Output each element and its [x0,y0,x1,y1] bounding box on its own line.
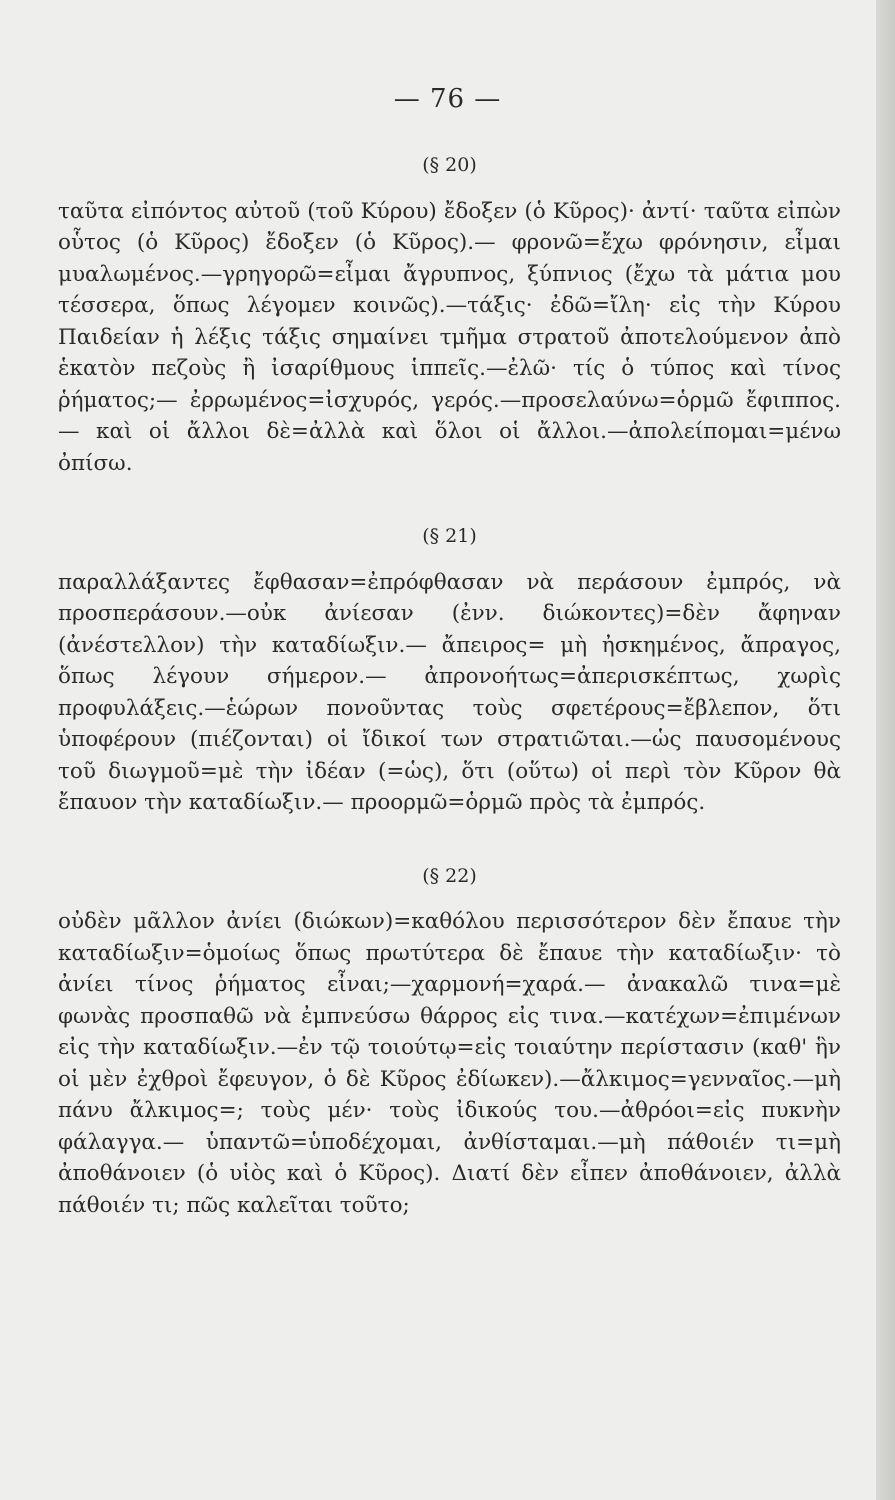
section-21 [58,521,841,819]
section-22 [58,861,841,1222]
section-heading: (§ 21) [422,525,477,547]
section-heading: (§ 20) [422,154,477,176]
section-20 [58,150,841,479]
page-content [58,150,841,1263]
section-heading: (§ 22) [422,864,477,887]
page-edge [876,0,895,1500]
paragraph-text: ταῦτα εἰπόντος αὐτοῦ (τοῦ Κύρου) ἔδοξεν (ὁ Κῦρος)· ἀντί· ταῦτα εἰπὼν οὗτος (ὁ Κῦρος) ἔδοξεν (ὁ Κῦρος).— φρονῶ=ἔχω φρόνησιν, εἶμαι μυαλωμένος.—γρηγορῶ=εἶμαι ἄγρυπνος, ξύπνιος (ἔχω τὰ μάτια μου τέσσερα, ὅπως λέγομεν κοινῶς).—τάξις· ἐδῶ=ἴλη· εἰς τὴν Κύρου Παιδείαν ἡ λέξις τάξις σημαίνει τμῆμα στρατοῦ ἀποτελούμενον ἀπὸ ἑκατὸν πεζοὺς ἢ ἰσαρίθμους ἱππεῖς.—ἐλῶ· τίς ὁ τύπος καὶ τίνος ῥήματος;— ἐρρωμένος=ἰσχυρός, γερός.—προσελαύνω=ὁρμῶ ἔφιππος.— καὶ οἱ ἄλλοι δὲ=ἀλλὰ καὶ ὅλοι οἱ ἄλλοι.—ἀπολείπομαι=μένω ὀπίσω. [58,198,841,476]
section-paragraph [58,906,841,1221]
page-number: — 76 — [393,84,502,114]
section-paragraph [58,196,841,480]
paragraph-text: οὐδὲν μᾶλλον ἀνίει (διώκων)=καθόλου περισσότερον δὲν ἔπαυε τὴν καταδίωξιν=ὁμοίως ὅπως πρωτύτερα δὲ ἔπαυε τὴν καταδίωξιν· τὸ ἀνίει τίνος ῥήματος εἶναι;—χαρμονή=χαρά.— ἀνακαλῶ τινα=μὲ φωνὰς προσπαθῶ νὰ ἐμπνεύσω θάρρος εἰς τινα.—κατέχων=ἐπιμένων εἰς τὴν καταδίωξιν.—ἐν τῷ τοιούτῳ=εἰς τοιαύτην περίστασιν (καθ' ἣν οἱ μὲν ἐχθροὶ ἔφευγον, ὁ δὲ Κῦρος ἐδίωκεν).—ἄλκιμος=γενναῖος.—μὴ πάνυ ἄλκιμος=; τοὺς μέν· τοὺς ἰδικούς του.—ἀθρόοι=εἰς πυκνὴν φάλαγγα.— ὑπαντῶ=ὑποδέχομαι, ἀνθίσταμαι.—μὴ πάθοιέν τι=μὴ ἀποθάνοιεν (ὁ υἱὸς καὶ ὁ Κῦρος). Διατί δὲν εἶπεν ἀποθάνοιεν, ἀλλὰ πάθοιέν τι; πῶς καλεῖται τοῦτο; [58,909,841,1218]
paragraph-text: παραλλάξαντες ἔφθασαν=ἐπρόφθασαν νὰ περάσουν ἐμπρός, νὰ προσπεράσουν.—οὐκ ἀνίεσαν (ἐνν. διώκοντες)=δὲν ἄφηναν (ἀνέστελλον) τὴν καταδίωξιν.— ἄπειρος= μὴ ἠσκημένος, ἄπραγος, ὅπως λέγουν σήμερον.— ἀπρονοήτως=ἀπερισκέπτως, χωρὶς προφυλάξεις.—ἑώρων πονοῦντας τοὺς σφετέρους=ἔβλεπον, ὅτι ὑποφέρουν (πιέζονται) οἱ ἴδικοί των στρατιῶται.—ὡς παυσομένους τοῦ διωγμοῦ=μὲ τὴν ἰδέαν (=ὡς), ὅτι (οὕτω) οἱ περὶ τὸν Κῦρον θὰ ἔπαυον τὴν καταδίωξιν.— προορμῶ=ὁρμῶ πρὸς τὰ ἐμπρός. [58,569,841,815]
section-paragraph [58,567,841,819]
